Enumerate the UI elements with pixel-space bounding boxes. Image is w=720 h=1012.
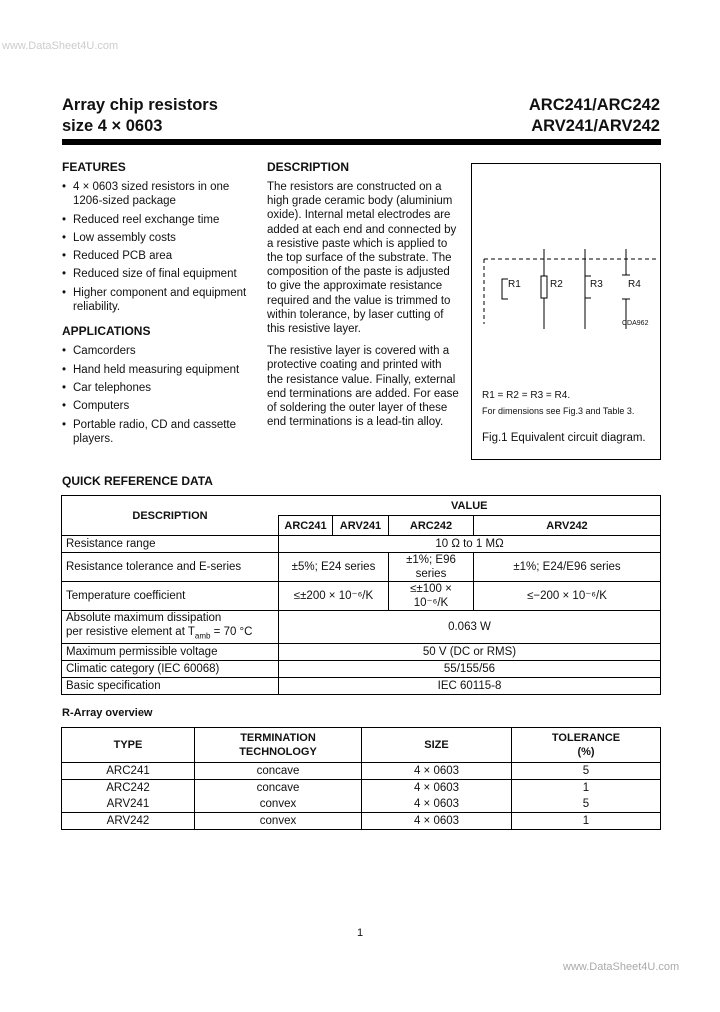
row-value: IEC 60115-8 [279,678,661,695]
row-value: 10 Ω to 1 MΩ [279,536,661,553]
row-value: ±1%; E96 series [389,553,474,582]
cell: concave [195,780,362,797]
list-item: • Portable radio, CD and cassette players. [62,418,257,447]
row-label [62,611,279,644]
table-row [62,763,661,780]
col-type: ARC241 [279,516,333,536]
col-type: ARV242 [474,516,661,536]
r1-label: R1 [508,279,521,290]
row-value: ≤±200 × 10⁻⁶/K [279,582,389,611]
row-label: Temperature coefficient [62,582,279,611]
header-line: TOLERANCE [551,732,621,745]
figure-1 [471,163,661,460]
row-label: Resistance range [62,536,279,553]
cell: concave [195,763,362,780]
cell: ARC242 [62,780,195,797]
table-row [62,780,661,797]
description-paragraph: The resistors are constructed on a high grade ceramic body (aluminium oxide). Internal metal electrodes are added at each end and connected by a resistive paste which is applied to the top surface of the substrate. The composition of the paste is adjusted to give the approximate resistance required and the value is trimmed to within tolerance, by laser cutting of this resistive layer. [267,181,457,336]
description-column [267,160,459,437]
table-row [62,582,661,611]
row-label: Resistance tolerance and E-series [62,553,279,582]
figure-caption: Fig.1 Equivalent circuit diagram. [482,432,646,444]
row-value: 55/155/56 [279,661,661,678]
list-item: • Low assembly costs [62,231,257,245]
figure-equation: R1 = R2 = R3 = R4. [482,390,571,401]
table-row [62,796,661,813]
r2-label: R2 [550,279,563,290]
row-label: Maximum permissible voltage [62,644,279,661]
features-list [62,180,257,314]
label-part: = 70 °C [210,626,253,638]
list-item: • Higher component and equipment reliability. [62,286,257,315]
label-part: per resistive element at T [66,626,195,638]
cell: 4 × 0603 [362,813,512,830]
header-line: TECHNOLOGY [239,746,317,759]
row-label: Climatic category (IEC 60068) [62,661,279,678]
cell: 4 × 0603 [362,796,512,813]
applications-heading: APPLICATIONS [62,324,151,339]
col-type: TYPE [62,728,195,763]
figure-code: CDA962 [622,320,649,327]
col-tolerance [512,728,661,763]
description-paragraph: The resistive layer is covered with a protective coating and printed with the resistance value. Finally, external end terminations are added. For ease of soldering the outer layer of these end terminations is a lead-tin alloy. [267,345,459,429]
table-row [62,678,661,695]
features-heading: FEATURES [62,160,126,174]
table-row [62,553,661,582]
doc-title [62,95,218,137]
cell: ARV242 [62,813,195,830]
col-type: ARV241 [333,516,389,536]
description-heading: DESCRIPTION [267,160,350,174]
list-item: • Reduced reel exchange time [62,213,257,227]
table-row [62,661,661,678]
row-value: ±5%; E24 series [279,553,389,582]
row-value: ±1%; E24/E96 series [474,553,661,582]
quick-reference-table [61,495,661,695]
table-row [62,644,661,661]
overview-heading: R-Array overview [62,707,153,720]
title-line-2: size 4 × 0603 [62,117,163,135]
list-item: • Car telephones [62,381,257,395]
subscript: amb [194,631,211,641]
cell: 1 [512,813,661,830]
cell: ARC241 [62,763,195,780]
row-value: ≤−200 × 10⁻⁶/K [474,582,661,611]
applications-list [62,344,257,446]
col-description: DESCRIPTION [62,496,279,536]
label-line [66,625,274,643]
row-value: 50 V (DC or RMS) [279,644,661,661]
figure-note: For dimensions see Fig.3 and Table 3. [482,406,635,416]
row-label: Basic specification [62,678,279,695]
cell: convex [195,813,362,830]
cell: convex [195,796,362,813]
page-body [62,160,661,830]
table-row [62,611,661,644]
cell: ARV241 [62,796,195,813]
table-row [62,813,661,830]
col-type: ARC242 [389,516,474,536]
list-item: • Reduced PCB area [62,249,257,263]
r3-label: R3 [590,279,603,290]
watermark-left: www.DataSheet4U.com [2,40,119,52]
watermark: www.DataSheet4U.com [563,961,680,973]
cell: 5 [512,796,661,813]
equivalent-circuit-diagram [472,164,660,339]
label-line: Absolute maximum dissipation [66,612,222,624]
left-column [62,160,257,450]
list-item: • Computers [62,399,257,413]
col-value: VALUE [279,496,661,516]
list-item: • 4 × 0603 sized resistors in one 1206-sized package [62,180,257,209]
cell: 4 × 0603 [362,763,512,780]
col-termination [195,728,362,763]
title-line-1: Array chip resistors [62,96,218,114]
parts-line-2: ARV241/ARV242 [531,117,660,135]
cell: 1 [512,780,661,797]
parts-line-1: ARC241/ARC242 [528,96,660,114]
qrd-heading: QUICK REFERENCE DATA [62,474,213,488]
col-size: SIZE [362,728,512,763]
part-numbers [529,95,660,137]
r-array-overview-table [61,727,661,830]
row-value: ≤±100 × 10⁻⁶/K [389,582,474,611]
list-item: • Hand held measuring equipment [62,363,257,377]
cell: 4 × 0603 [362,780,512,797]
r4-label: R4 [628,279,641,290]
list-item: • Camcorders [62,344,257,358]
description-body [267,180,459,429]
list-item: • Reduced size of final equipment [62,267,257,281]
header-rule [62,139,661,145]
page-number: 1 [357,927,364,939]
cell: 5 [512,763,661,780]
row-value: 0.063 W [279,611,661,644]
table-row [62,536,661,553]
header-line: (%) [577,746,595,759]
top-columns [62,160,661,460]
header-line: TERMINATION [240,732,316,745]
